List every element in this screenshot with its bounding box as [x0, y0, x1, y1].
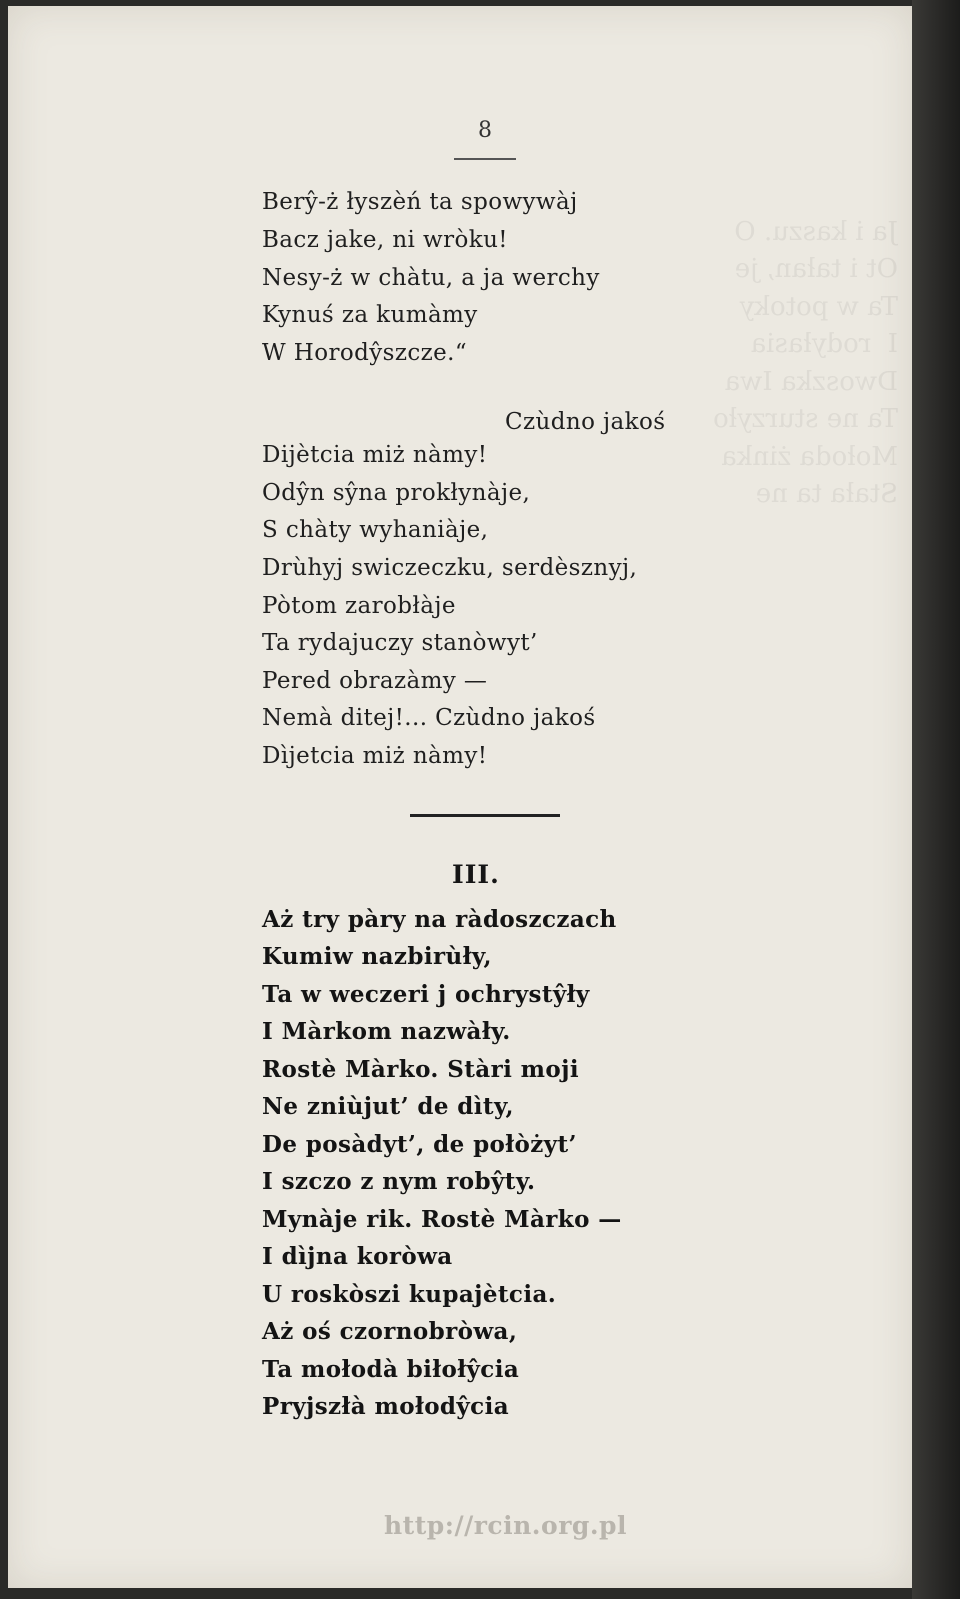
- verse-line-8: Odŷn sŷna prokłynàje,: [262, 480, 531, 506]
- verse-line-14: Nemà ditej!... Czùdno jakoś: [262, 705, 596, 731]
- verse-line-6: Czùdno jakoś: [505, 409, 666, 435]
- verse-line-28: Ta mołodà biłołŷcia: [262, 1356, 520, 1383]
- verse-line-20: Rostè Màrko. Stàri moji: [262, 1056, 579, 1083]
- bleed-through-text: Ja i kaszu. O Ot i tałan, je Ta w potoky I rodyłasia Dwoszka Iwa Ta ne sturzyło Mołoda żinka Stała ta ne: [713, 216, 898, 509]
- page-number-rule: [454, 158, 516, 160]
- verse-line-17: Kumiw nazbirùły,: [262, 943, 492, 970]
- verse-line-24: Mynàje rik. Rostè Màrko —: [262, 1206, 622, 1233]
- verse-line-26: U roskòszi kupajètcia.: [262, 1281, 557, 1308]
- verse-line-18: Ta w weczeri j ochrystŷły: [262, 981, 590, 1008]
- verse-line-9: S chàty wyhaniàje,: [262, 517, 489, 543]
- scan-edge: [912, 0, 960, 1599]
- verse-line-29: Pryjszłà mołodŷcia: [262, 1393, 510, 1420]
- page-number: 8: [478, 118, 492, 143]
- verse-line-25: I dìjna koròwa: [262, 1243, 453, 1270]
- verse-line-22: De posàdyt’, de połòżyt’: [262, 1131, 577, 1158]
- watermark-url: http://rcin.org.pl: [384, 1511, 628, 1540]
- verse-line-12: Ta rydajuczy stanòwyt’: [262, 630, 538, 656]
- section-divider: [410, 814, 560, 817]
- verse-line-1: Berŷ-ż łyszèń ta spowywàj: [262, 189, 578, 215]
- verse-line-4: Kynuś za kumàmy: [262, 302, 478, 328]
- verse-line-11: Pòtom zarobłàje: [262, 593, 456, 619]
- book-page: [8, 6, 912, 1588]
- verse-line-15: Dìjetcia miż nàmy!: [262, 743, 488, 769]
- verse-line-5: W Horodŷszcze.“: [262, 340, 468, 366]
- verse-line-19: I Màrkom nazwàły.: [262, 1018, 511, 1045]
- section-heading: III.: [452, 860, 500, 889]
- verse-line-21: Ne zniùjut’ de dìty,: [262, 1093, 514, 1120]
- verse-line-23: I szczo z nym robŷty.: [262, 1168, 536, 1195]
- verse-line-3: Nesy-ż w chàtu, a ja werchy: [262, 265, 600, 291]
- verse-line-27: Aż oś czornobròwa,: [262, 1318, 518, 1345]
- verse-line-10: Drùhyj swiczeczku, serdèsznyj,: [262, 555, 638, 581]
- verse-line-7: Dijètcia miż nàmy!: [262, 442, 488, 468]
- verse-line-2: Bacz jake, ni wròku!: [262, 227, 508, 253]
- verse-line-13: Pered obrazàmy —: [262, 668, 488, 694]
- verse-line-16: Aż try pàry na ràdoszczach: [262, 906, 617, 933]
